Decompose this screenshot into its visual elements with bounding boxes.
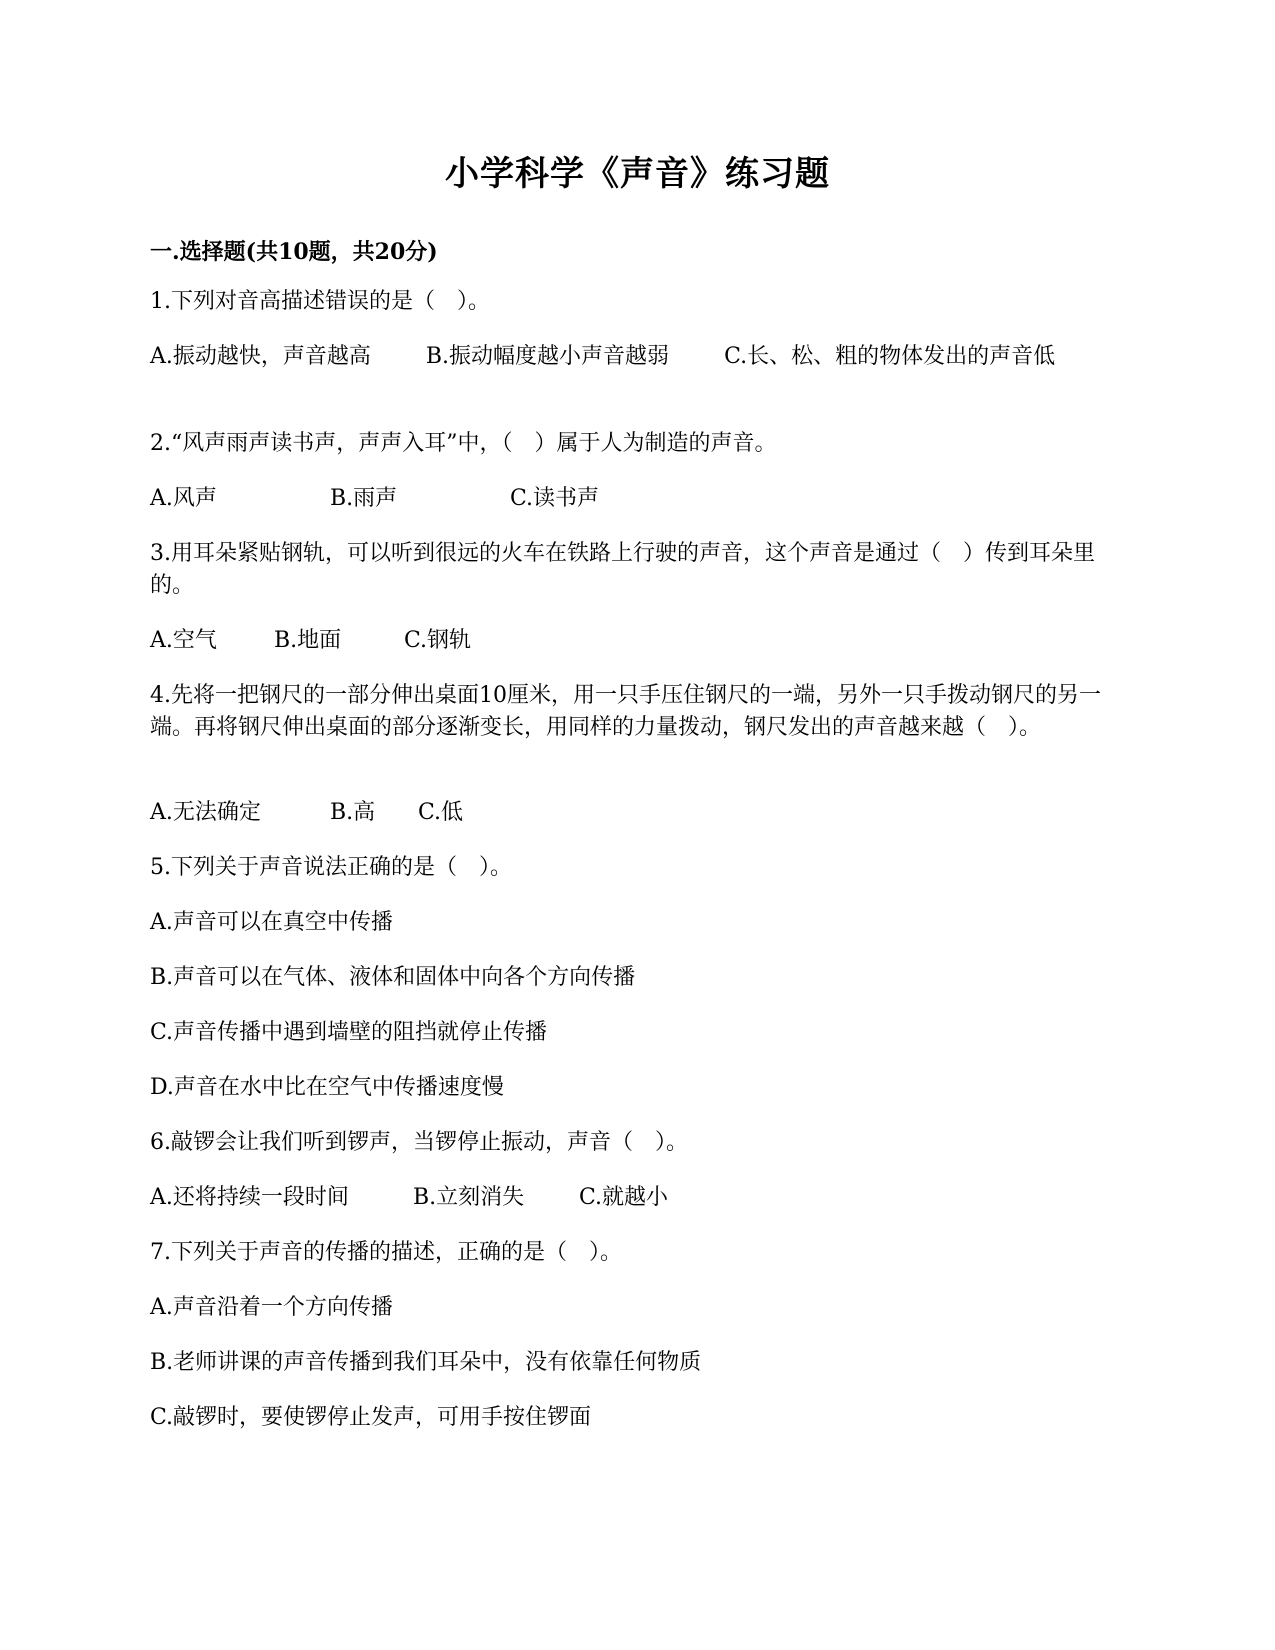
option: B.振动幅度越小声音越弱: [425, 344, 670, 369]
question-stem: 7.下列关于声音的传播的描述，正确的是（ ）。: [150, 1240, 622, 1265]
options-row: [150, 341, 1135, 373]
options-row: [150, 1182, 1135, 1214]
question-stem: 1.下列对音高描述错误的是（ ）。: [150, 289, 490, 314]
option: B.地面: [274, 628, 342, 653]
option: C.低: [418, 800, 464, 825]
option: C.声音传播中遇到墙壁的阻挡就停止传播: [150, 1020, 548, 1045]
option: A.振动越快，声音越高: [150, 344, 371, 369]
option: A.无法确定: [150, 800, 261, 825]
options-row: [150, 797, 1135, 829]
option: A.声音可以在真空中传播: [150, 910, 393, 935]
option: B.立刻消失: [413, 1185, 525, 1210]
option: B.雨声: [330, 486, 398, 511]
option: A.还将持续一段时间: [150, 1185, 349, 1210]
option: C.长、松、粗的物体发出的声音低: [724, 344, 1056, 369]
option: A.声音沿着一个方向传播: [150, 1295, 393, 1320]
option: C.钢轨: [404, 628, 472, 653]
option: C.就越小: [579, 1185, 669, 1210]
page-title: 小学科学《声音》练习题: [445, 154, 830, 194]
question-stem: 3.用耳朵紧贴钢轨，可以听到很远的火车在铁路上行驶的声音，这个声音是通过（ ）传到耳朵里的。: [150, 541, 1095, 598]
question-stem: 6.敲锣会让我们听到锣声，当锣停止振动，声音（ ）。: [150, 1130, 688, 1155]
option: B.高: [330, 800, 376, 825]
option: D.声音在水中比在空气中传播速度慢: [150, 1075, 504, 1100]
question-stem: 4.先将一把钢尺的一部分伸出桌面10厘米，用一只手压住钢尺的一端，另外一只手拨动钢尺的另一端。再将钢尺伸出桌面的部分逐渐变长，用同样的力量拨动，钢尺发出的声音越来越（ ）。: [150, 683, 1101, 740]
options-row: [150, 625, 1135, 657]
question-stem: 2.“风声雨声读书声，声声入耳”中，（ ）属于人为制造的声音。: [150, 431, 777, 456]
section-heading: 一.选择题(共10题，共20分): [150, 239, 438, 265]
option: B.声音可以在气体、液体和固体中向各个方向传播: [150, 965, 636, 990]
option: A.风声: [150, 486, 217, 511]
option: B.老师讲课的声音传播到我们耳朵中，没有依靠任何物质: [150, 1350, 702, 1375]
option: C.读书声: [510, 486, 600, 511]
option: C.敲锣时，要使锣停止发声，可用手按住锣面: [150, 1405, 592, 1430]
question-stem: 5.下列关于声音说法正确的是（ ）。: [150, 855, 512, 880]
options-row: [150, 483, 1135, 515]
option: A.空气: [150, 628, 217, 653]
